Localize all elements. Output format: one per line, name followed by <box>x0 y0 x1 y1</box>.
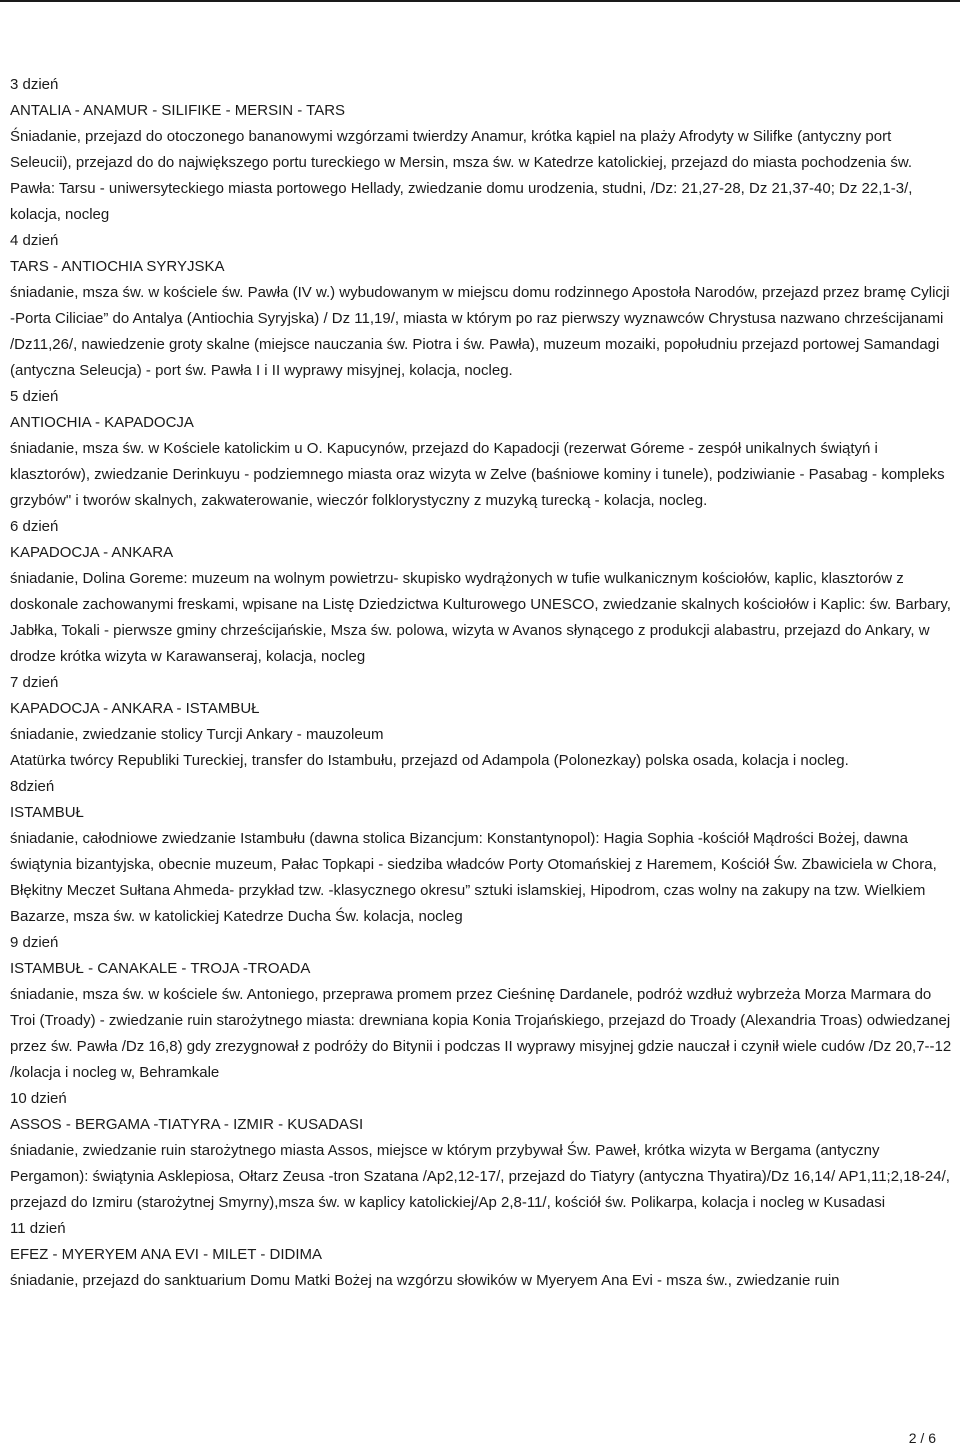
day-label: 10 dzień <box>10 1090 67 1107</box>
day-route: ISTAMBUŁ - CANAKALE - TROJA -TROADA <box>10 960 311 977</box>
day-label: 5 dzień <box>10 388 59 405</box>
day-section-3 <box>10 72 955 228</box>
day-route: KAPADOCJA - ANKARA - ISTAMBUŁ <box>10 700 260 717</box>
day-label: 8dzień <box>10 778 55 795</box>
day-description: śniadanie, msza św. w kościele św. Pawła (IV w.) wybudowanym w miejscu domu rodzinnego Apostoła Narodów, przejazd przez bramę Cylicji -Porta Ciliciae” do Antalya (Antiochia Syryjska) / Dz 11,19/, miasta w którym po raz pierwszy wyznawców Chrystusa nazwano chrześcijanami /Dz11,26/, nawiedzenie groty skalne (miejsce nauczania św. Piotra i św. Pawła), muzeum mozaiki, popołudniu przejazd portowej Samandagi (antyczna Seleucja) - port św. Pawła I i II wyprawy misyjnej, kolacja, nocleg. <box>10 284 950 379</box>
day-description: śniadanie, msza św. w Kościele katolickim u O. Kapucynów, przejazd do Kapadocji (rezerwat Góreme - zespół unikalnych świątyń i klasztorów), zwiedzanie Derinkuyu - podziemnego miasta oraz wizyta w Zelve (baśniowe kominy i tunele), podziwianie - Pasabag - kompleks grzybów" i tworów skalnych, zakwaterowanie, wieczór folklorystyczny z muzyką turecką - kolacja, nocleg. <box>10 440 945 509</box>
day-description: śniadanie, Dolina Goreme: muzeum na wolnym powietrzu- skupisko wydrążonych w tufie wulkanicznym kościołów, kaplic, klasztorów z doskonale zachowanymi freskami, wpisane na Listę Dziedzictwa Kulturowego UNESCO, zwiedzanie skalnych kościołów i Kaplic: św. Barbary, Jabłka, Tokali - pierwsze gminy chrześcijańskie, Msza św. polowa, wizyta w Avanos słynącego z produkcji alabastru, przejazd do Ankary, w drodze krótka wizyta w Karawanseraj, kolacja, nocleg <box>10 570 951 665</box>
day-route: ASSOS - BERGAMA -TIATYRA - IZMIR - KUSADASI <box>10 1116 364 1133</box>
day-description: śniadanie, przejazd do sanktuarium Domu Matki Bożej na wzgórzu słowików w Myeryem Ana Evi - msza św., zwiedzanie ruin <box>10 1272 840 1289</box>
day-section-4 <box>10 228 955 384</box>
day-section-6 <box>10 514 955 670</box>
day-section-7 <box>10 670 955 774</box>
day-description-continued: Atatürka twórcy Republiki Tureckiej, transfer do Istambułu, przejazd od Adampola (Polonezkay) polska osada, kolacja i nocleg. <box>10 752 849 769</box>
day-route: TARS - ANTIOCHIA SYRYJSKA <box>10 258 225 275</box>
day-route: ANTALIA - ANAMUR - SILIFIKE - MERSIN - TARS <box>10 102 346 119</box>
day-section-5 <box>10 384 955 514</box>
day-route: ISTAMBUŁ <box>10 804 84 821</box>
day-description: Śniadanie, przejazd do otoczonego bananowymi wzgórzami twierdzy Anamur, krótka kąpiel na plaży Afrodyty w Silifke (antyczny port Seleucii), przejazd do do największego portu tureckiego w Mersin, msza św. w Katedrze katolickiej, przejazd do miasta pochodzenia św. Pawła: Tarsu - uniwersyteckiego miasta portowego Hellady, zwiedzanie domu urodzenia, studni, /Dz: 21,27-28, Dz 21,37-40; Dz 22,1-3/, kolacja, nocleg <box>10 128 913 223</box>
day-section-10 <box>10 1086 955 1216</box>
day-label: 7 dzień <box>10 674 59 691</box>
day-description: śniadanie, całodniowe zwiedzanie Istambułu (dawna stolica Bizancjum: Konstantynopol): Hagia Sophia -kościół Mądrości Bożej, dawna świątynia bizantyjska, obecnie muzeum, Pałac Topkapi - siedziba władców Porty Otomańskiej z Haremem, Kościół Św. Zbawiciela w Chora, Błękitny Meczet Sułtana Ahmeda- przykład tzw. -klasycznego okresu” sztuki islamskiej, Hipodrom, czas wolny na zakupy na tzw. Wielkiem Bazarze, msza św. w katolickiej Katedrze Ducha Św. kolacja, nocleg <box>10 830 937 925</box>
day-route: EFEZ - MYERYEM ANA EVI - MILET - DIDIMA <box>10 1246 322 1263</box>
day-label: 3 dzień <box>10 76 59 93</box>
day-description: śniadanie, msza św. w kościele św. Antoniego, przeprawa promem przez Cieśninę Dardanele, podróż wzdłuż wybrzeża Morza Marmara do Troi (Troady) - zwiedzanie ruin starożytnego miasta: drewniana kopia Konia Trojańskiego, przejazd do Troady (Alexandria Troas) odwiedzanej przez św. Pawła /Dz 16,8) gdy zrezygnował z podróży do Bitynii i podczas II wyprawy misyjnej gdzie nauczał i czynił wiele cudów /Dz 20,7--12 /kolacja i nocleg w, Behramkale <box>10 986 952 1081</box>
day-label: 6 dzień <box>10 518 59 535</box>
page-number: 2 / 6 <box>908 1430 936 1446</box>
day-label: 11 dzień <box>10 1220 66 1237</box>
day-label: 4 dzień <box>10 232 59 249</box>
day-section-9 <box>10 930 955 1086</box>
day-label: 9 dzień <box>10 934 59 951</box>
page-top-rule <box>0 0 960 2</box>
day-section-11 <box>10 1216 955 1294</box>
day-route: ANTIOCHIA - KAPADOCJA <box>10 414 194 431</box>
itinerary-document <box>10 72 955 1294</box>
day-route: KAPADOCJA - ANKARA <box>10 544 174 561</box>
day-section-8 <box>10 774 955 930</box>
day-description: śniadanie, zwiedzanie stolicy Turcji Ankary - mauzoleum <box>10 726 384 743</box>
day-description: śniadanie, zwiedzanie ruin starożytnego miasta Assos, miejsce w którym przybywał Św. Paweł, krótka wizyta w Bergama (antyczny Pergamon): świątynia Asklepiosa, Ołtarz Zeusa -tron Szatana /Ap2,12-17/, przejazd do Tiatyry (antyczna Thyatira)/Dz 16,14/ AP1,11;2,18-24/, przejazd do Izmiru (starożytnej Smyrny),msza św. w kaplicy katolickiej/Ap 2,8-11/, kościół św. Polikarpa, kolacja i nocleg w Kusadasi <box>10 1142 950 1211</box>
